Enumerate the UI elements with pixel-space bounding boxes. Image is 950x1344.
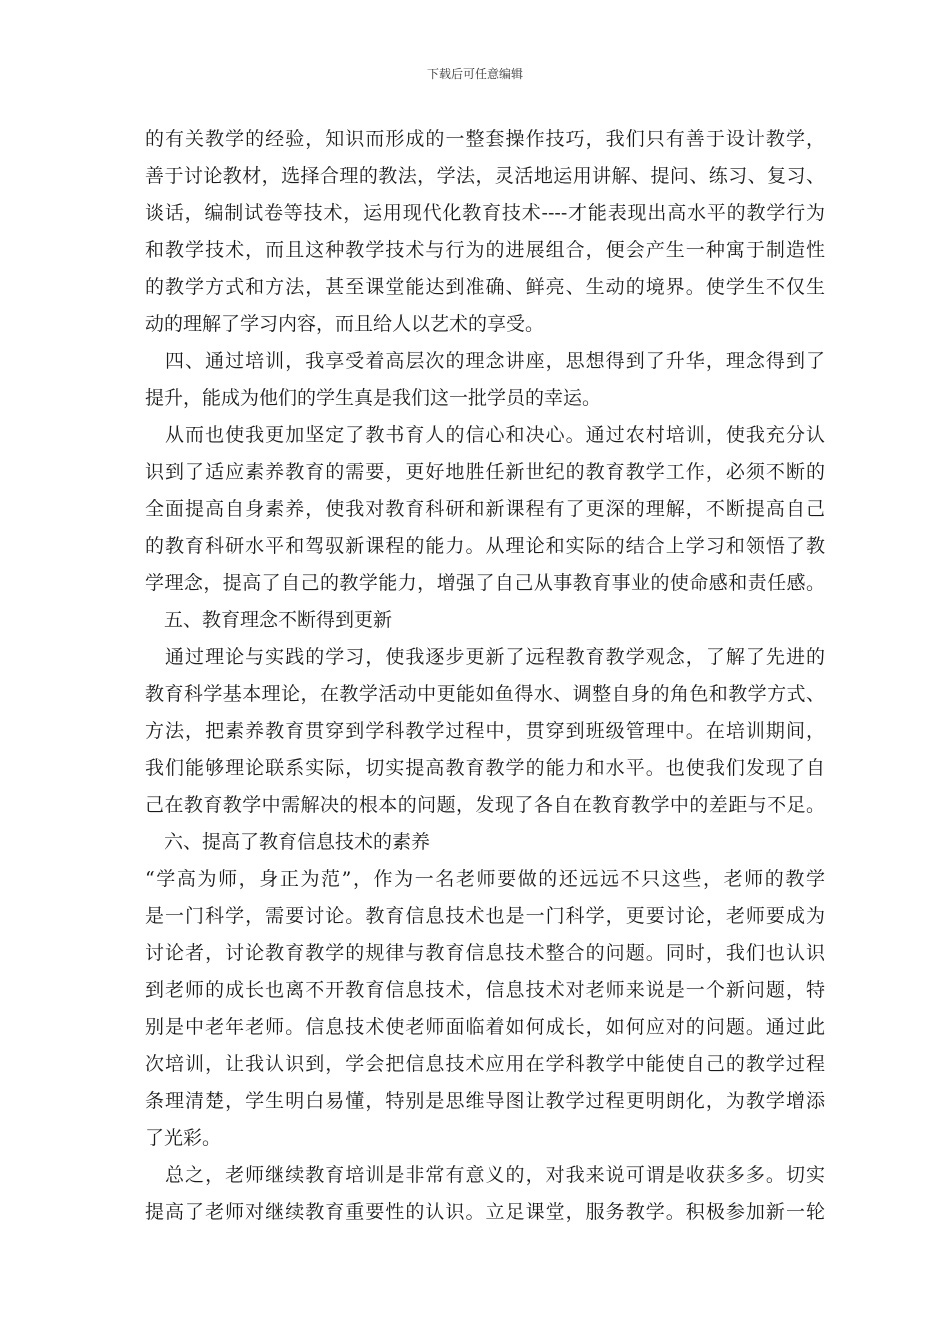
text-line: 动的理解了学习内容，而且给人以艺术的享受。: [145, 313, 545, 335]
text-line: 提升，能成为他们的学生真是我们这一批学员的幸运。: [145, 387, 602, 409]
text-line: 从而也使我更加坚定了教书育人的信心和决心。通过农村培训，使我充分认: [145, 424, 825, 446]
text-line: 的教学方式和方法，甚至课堂能达到准确、鲜亮、生动的境界。使学生不仅生: [145, 276, 825, 298]
text-line: 己在教育教学中需解决的根本的问题，发现了各自在教育教学中的差距与不足。: [145, 794, 825, 816]
text-line: 和教学技术，而且这种教学技术与行为的进展组合，便会产生一种寓于制造性: [145, 239, 825, 261]
document-body: [145, 121, 825, 1231]
text-line: 方法，把素养教育贯穿到学科教学过程中，贯穿到班级管理中。在培训期间，: [145, 720, 825, 742]
text-line: 学理念，提高了自己的教学能力，增强了自己从事教育事业的使命感和责任感。: [145, 572, 825, 594]
text-line: 总之，老师继续教育培训是非常有意义的，对我来说可谓是收获多多。切实: [145, 1164, 825, 1186]
text-line: 的教育科研水平和驾驭新课程的能力。从理论和实际的结合上学习和领悟了教: [145, 535, 825, 557]
text-line: 谈话，编制试卷等技术，运用现代化教育技术----才能表现出高水平的教学行为: [145, 202, 825, 224]
text-line: 讨论者，讨论教育教学的规律与教育信息技术整合的问题。同时，我们也认识: [145, 942, 825, 964]
section-heading-line: 六、提高了教育信息技术的素养: [145, 831, 431, 853]
text-line: 识到了适应素养教育的需要，更好地胜任新世纪的教育教学工作，必须不断的: [145, 461, 825, 483]
text-line: 条理清楚，学生明白易懂，特别是思维导图让教学过程更明朗化，为教学增添: [145, 1090, 825, 1112]
text-line: 是一门科学，需要讨论。教育信息技术也是一门科学，更要讨论，老师要成为: [145, 905, 825, 927]
text-line: 我们能够理论联系实际，切实提高教育教学的能力和水平。也使我们发现了自: [145, 757, 825, 779]
text-line: 教育科学基本理论，在教学活动中更能如鱼得水、调整自身的角色和教学方式、: [145, 683, 825, 705]
text-line: 到老师的成长也离不开教育信息技术，信息技术对老师来说是一个新问题，特: [145, 979, 825, 1001]
text-line: 通过理论与实践的学习，使我逐步更新了远程教育教学观念，了解了先进的: [145, 646, 825, 668]
text-line: 提高了老师对继续教育重要性的认识。立足课堂，服务教学。积极参加新一轮: [145, 1201, 825, 1223]
text-line: “学高为师，身正为范”，作为一名老师要做的还远远不只这些，老师的教学: [145, 868, 825, 890]
text-line: 的有关教学的经验，知识而形成的一整套操作技巧，我们只有善于设计教学，: [145, 128, 825, 150]
section-heading-line: 五、教育理念不断得到更新: [145, 609, 393, 631]
text-line: 了光彩。: [145, 1127, 222, 1149]
page-header: 下载后可任意编辑: [426, 67, 523, 81]
text-line: 次培训，让我认识到，学会把信息技术应用在学科教学中能使自己的教学过程: [145, 1053, 825, 1075]
text-line: 善于讨论教材，选择合理的教法，学法，灵活地运用讲解、提问、练习、复习、: [145, 165, 825, 187]
section-heading-line: 四、通过培训，我享受着高层次的理念讲座，思想得到了升华，理念得到了: [145, 350, 825, 372]
text-line: 全面提高自身素养，使我对教育科研和新课程有了更深的理解，不断提高自己: [145, 498, 825, 520]
text-line: 别是中老年老师。信息技术使老师面临着如何成长，如何应对的问题。通过此: [145, 1016, 825, 1038]
